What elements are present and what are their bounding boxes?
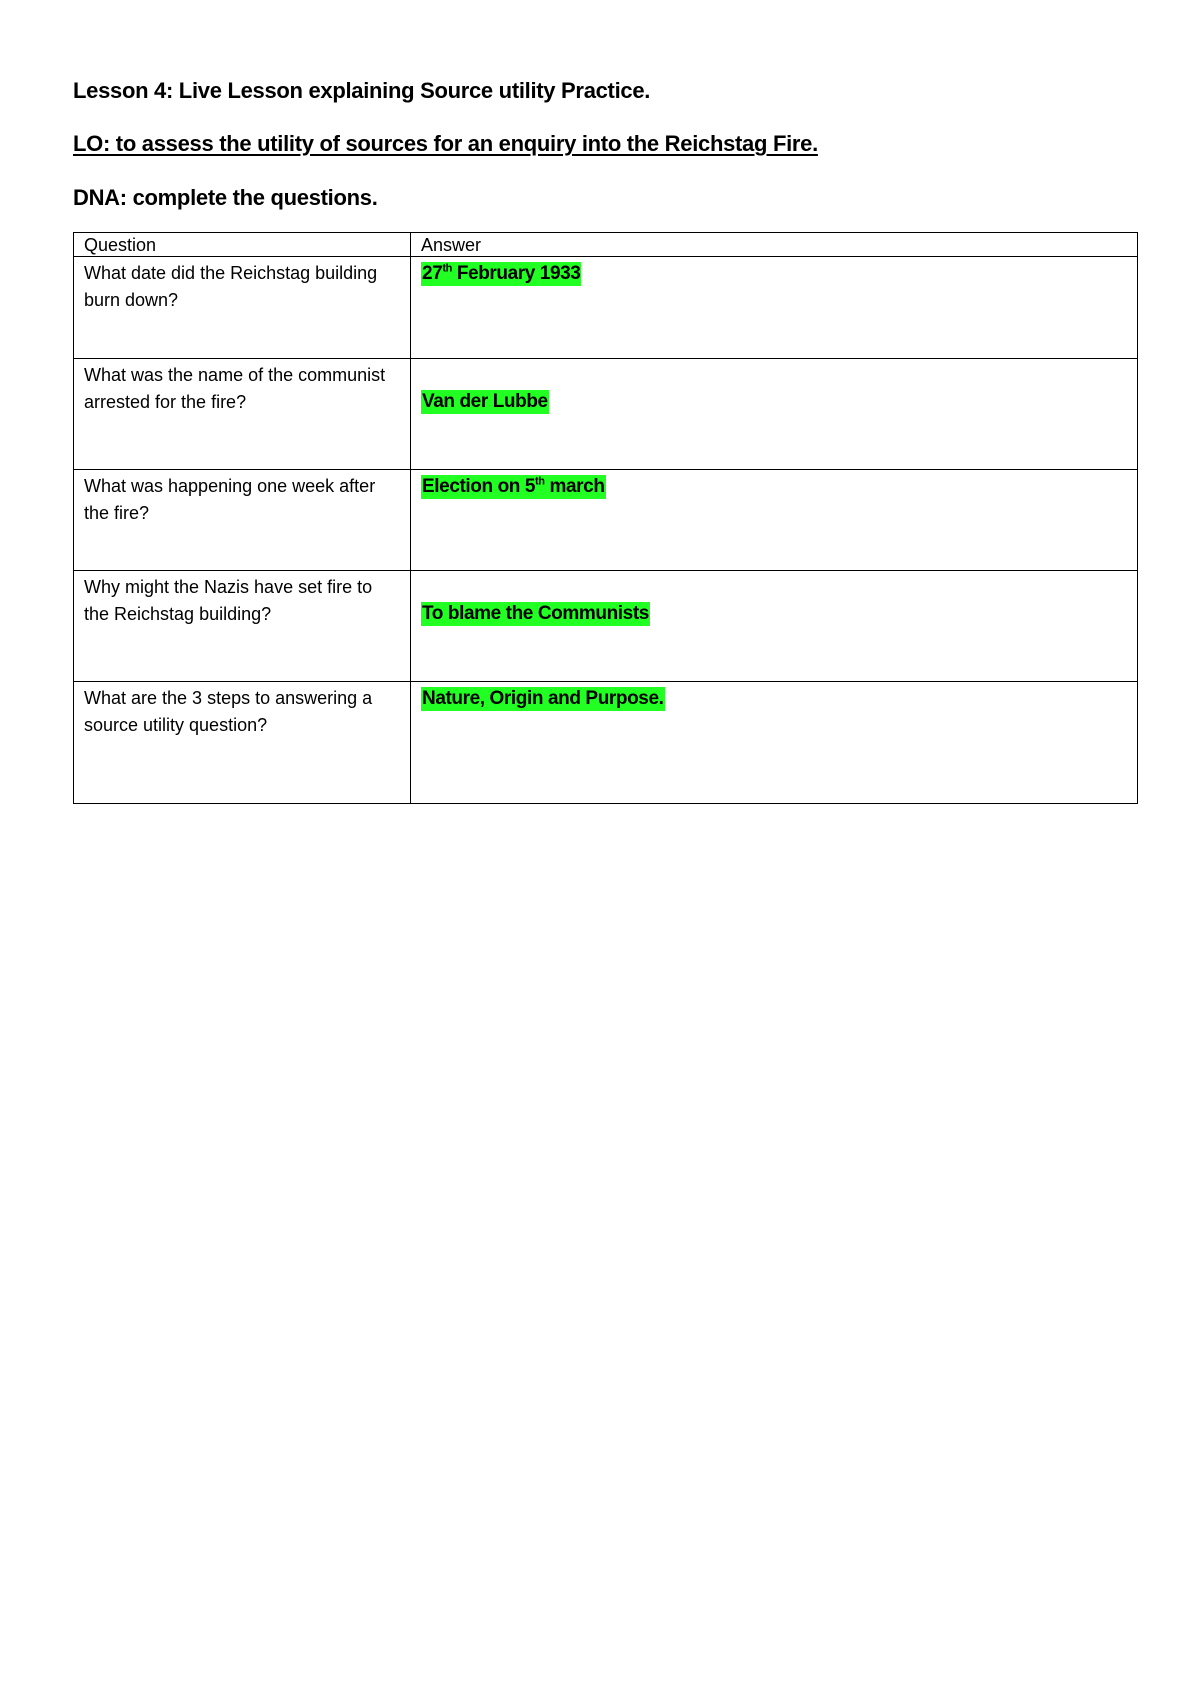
question-cell: Why might the Nazis have set fire to the Reichstag building? xyxy=(74,571,411,682)
ordinal-suffix: th xyxy=(535,475,545,488)
table-row xyxy=(74,682,1138,804)
learning-objective: LO: to assess the utility of sources for an enquiry into the Reichstag Fire. xyxy=(73,131,818,156)
table-row xyxy=(74,257,1138,359)
highlighted-answer: Nature, Origin and Purpose. xyxy=(422,688,664,709)
answer-cell xyxy=(411,682,1138,804)
question-cell: What date did the Reichstag building burn down? xyxy=(74,257,411,359)
question-answer-table xyxy=(73,232,1138,804)
answer-spacer xyxy=(421,600,1127,627)
highlighted-answer xyxy=(421,262,581,286)
question-cell: What was the name of the communist arrested for the fire? xyxy=(74,359,411,470)
question-column-header: Question xyxy=(74,233,411,257)
answer-cell xyxy=(411,470,1138,571)
answer-cell xyxy=(411,571,1138,682)
answer-text: 27 xyxy=(422,263,443,284)
ordinal-suffix: th xyxy=(442,262,452,275)
answer-cell xyxy=(411,257,1138,359)
answer-text-rest: march xyxy=(544,476,605,497)
lesson-title: Lesson 4: Live Lesson explaining Source utility Practice. xyxy=(73,78,651,103)
question-cell: What was happening one week after the fire? xyxy=(74,470,411,571)
highlighted-answer: To blame the Communists xyxy=(422,603,649,624)
task-instruction: DNA: complete the questions. xyxy=(73,185,378,210)
highlighted-answer: Van der Lubbe xyxy=(422,391,548,412)
answer-cell xyxy=(411,359,1138,470)
question-cell: What are the 3 steps to answering a source utility question? xyxy=(74,682,411,804)
highlighted-answer xyxy=(421,475,606,499)
answer-text: Election on 5 xyxy=(422,476,536,497)
table-row xyxy=(74,359,1138,470)
table-row xyxy=(74,571,1138,682)
table-header-row xyxy=(74,233,1138,257)
answer-text-rest: February 1933 xyxy=(451,263,581,284)
answer-column-header: Answer xyxy=(411,233,1138,257)
table-row xyxy=(74,470,1138,571)
answer-spacer xyxy=(421,388,1127,415)
